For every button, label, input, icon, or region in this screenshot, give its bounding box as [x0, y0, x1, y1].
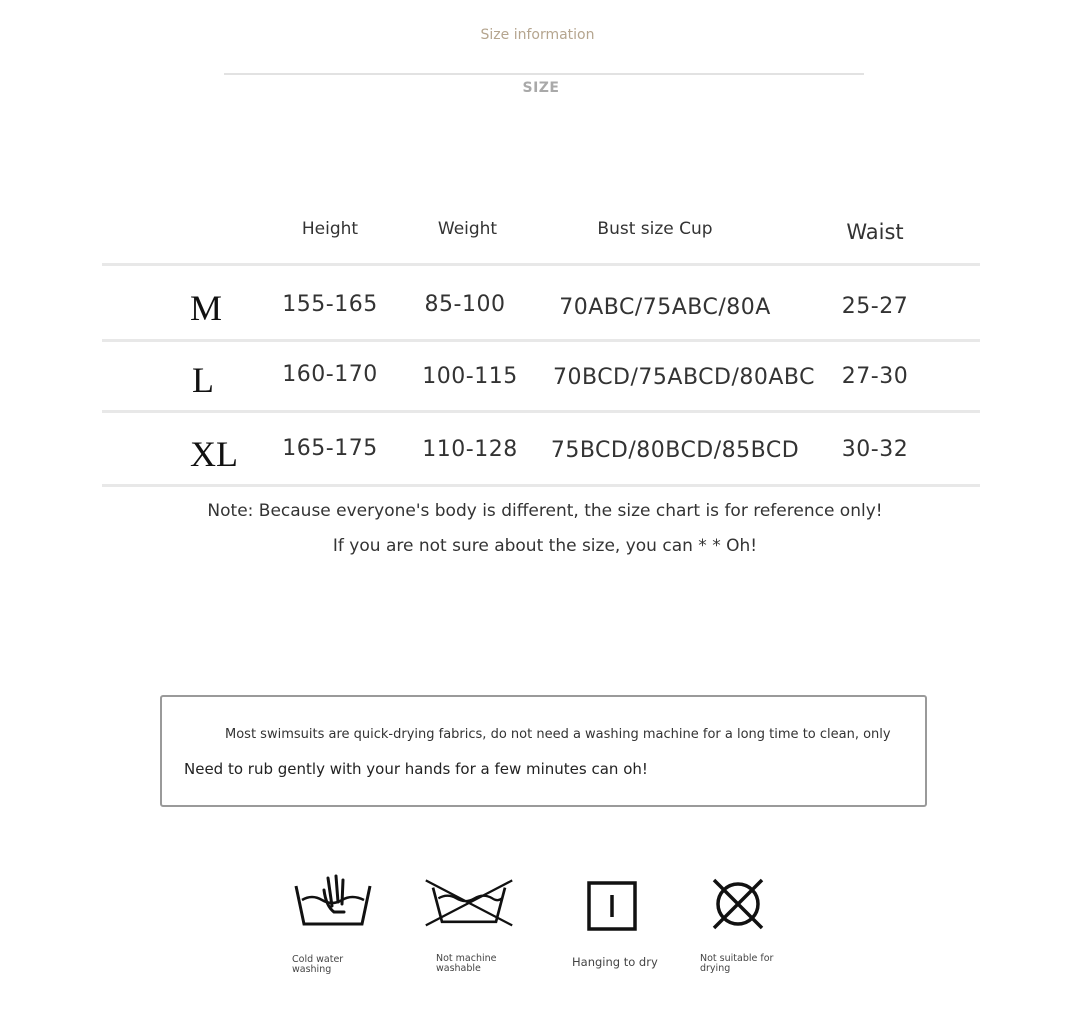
height-cell: 155-165 [282, 292, 378, 317]
height-cell: 165-175 [282, 436, 378, 461]
note-line-1: Note: Because everyone's body is different, the size chart is for reference only! [207, 501, 883, 521]
weight-cell: 85-100 [424, 292, 506, 317]
size-cell: XL [190, 434, 238, 474]
waist-cell: 25-27 [841, 294, 909, 319]
size-cell: M [190, 288, 223, 328]
note-line-2: If you are not sure about the size, you can * * Oh! [332, 536, 758, 556]
care-text-line-1: Most swimsuits are quick-drying fabrics, do not need a washing machine for a long time to clean, only [225, 727, 891, 742]
no-machine-wash-icon [424, 872, 514, 932]
no-tumble-dry-icon [708, 876, 768, 932]
weight-cell: 100-115 [422, 364, 518, 389]
table-divider [102, 339, 980, 342]
hang-dry-icon [586, 880, 638, 932]
column-header-weight: Weight [437, 219, 498, 239]
column-header-bust: Bust size Cup [597, 219, 713, 239]
table-divider [102, 410, 980, 413]
bust-cell: 75BCD/80BCD/85BCD [550, 438, 800, 463]
header-divider [224, 73, 864, 75]
table-divider [102, 484, 980, 487]
waist-cell: 27-30 [841, 364, 909, 389]
bust-cell: 70BCD/75ABCD/80ABC [553, 365, 815, 390]
table-divider [102, 263, 980, 266]
bust-cell: 70ABC/75ABC/80A [559, 295, 771, 320]
size-cell: L [192, 360, 214, 400]
weight-cell: 110-128 [422, 437, 518, 462]
caption: Not machine washable [436, 953, 497, 974]
hand-wash-icon [288, 872, 378, 932]
caption: Cold water washing [292, 954, 344, 975]
size-label: SIZE [522, 80, 560, 96]
caption: Not suitable for drying [700, 953, 774, 974]
waist-cell: 30-32 [841, 437, 909, 462]
care-instructions-box [160, 695, 927, 807]
column-header-height: Height [301, 219, 359, 239]
page-title: Size information [480, 27, 595, 43]
caption: Hanging to dry [572, 955, 658, 969]
care-text-line-2: Need to rub gently with your hands for a few minutes can oh! [184, 760, 648, 778]
column-header-waist: Waist [846, 220, 904, 244]
height-cell: 160-170 [282, 362, 378, 387]
